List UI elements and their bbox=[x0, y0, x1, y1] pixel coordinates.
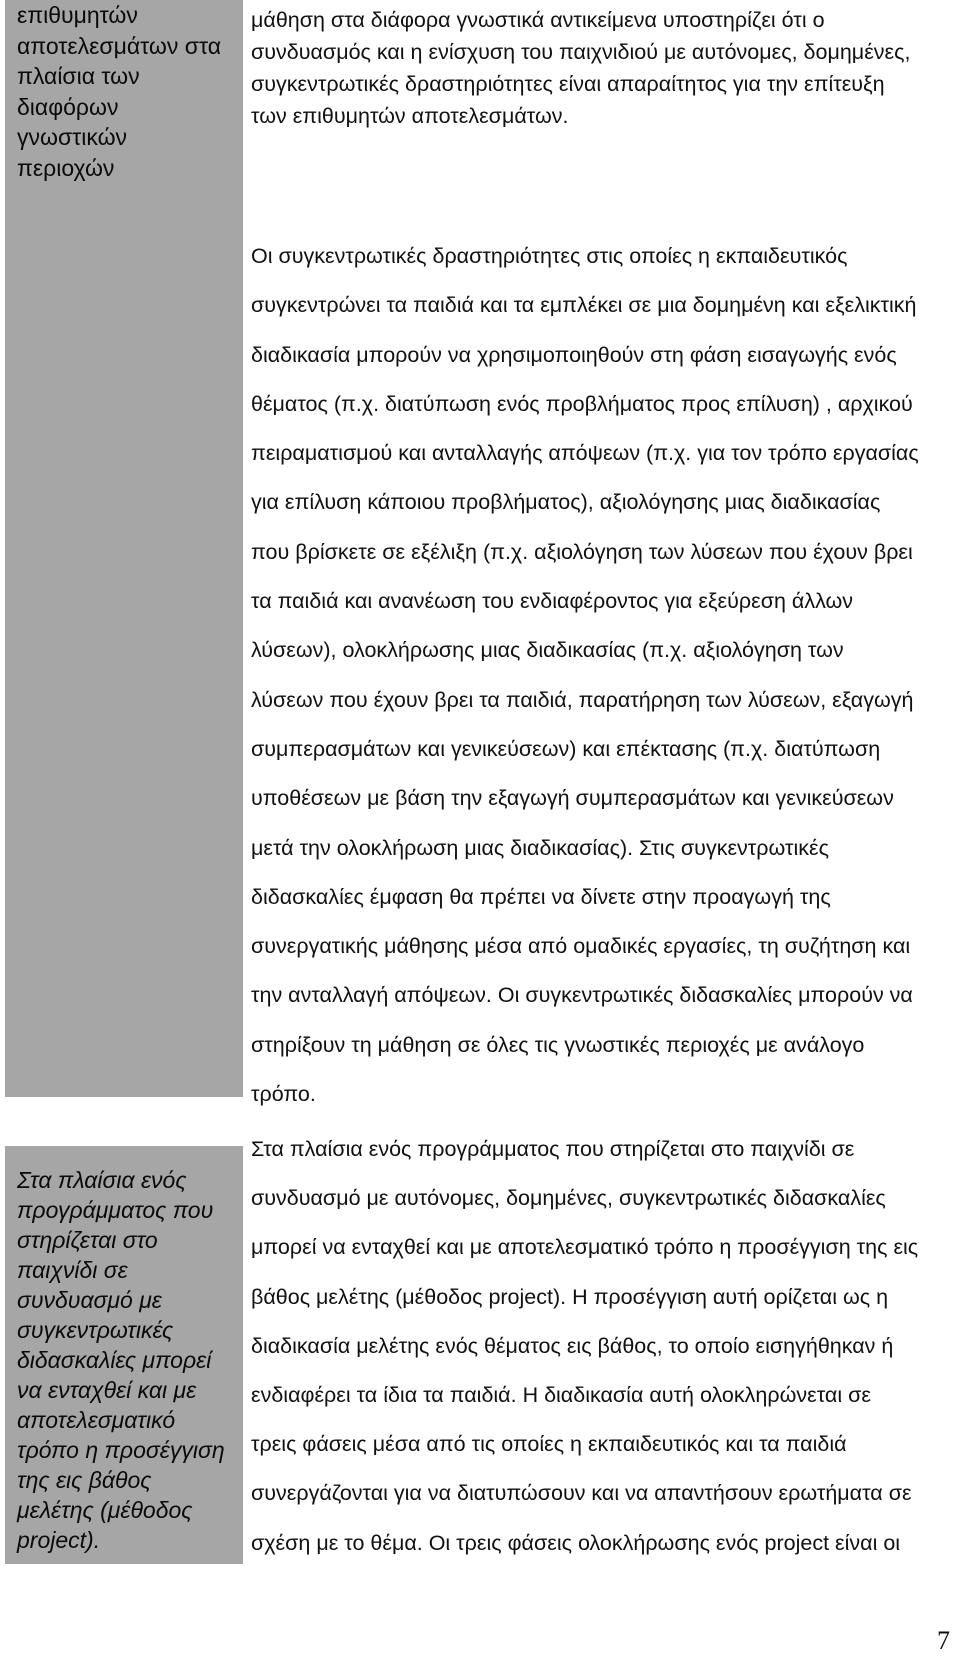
sidebar-line: τρόπο η προσέγγιση bbox=[17, 1437, 225, 1463]
paragraph-line: διαδικασία μπορούν να χρησιμοποιηθούν στη φάση εισαγωγής ενός bbox=[251, 342, 897, 367]
sidebar-line: πλαίσια των bbox=[17, 63, 140, 89]
paragraph-line: βάθος μελέτης (μέθοδος project). Η προσέγγιση αυτή ορίζεται ως η bbox=[251, 1284, 889, 1309]
paragraph-line: διδασκαλίες έμφαση θα πρέπει να δίνετε στην προαγωγή της bbox=[251, 884, 831, 909]
sidebar-line: αποτελεσμάτων στα bbox=[17, 32, 222, 59]
paragraph-line: υποθέσεων με βάση την εξαγωγή συμπερασμάτων και γενικεύσεων bbox=[251, 786, 894, 811]
paragraph-line: τα παιδιά και ανανέωση του ενδιαφέροντος για εξεύρεση άλλων bbox=[251, 589, 854, 614]
sidebar-heading-box-1 bbox=[5, 0, 243, 1097]
paragraph-line: συμπερασμάτων και γενικεύσεων) και επέκτασης (π.χ. διατύπωση bbox=[251, 736, 881, 761]
paragraph-line: Οι συγκεντρωτικές δραστηριότητες στις οποίες η εκπαιδευτικός bbox=[251, 244, 848, 268]
sidebar-line: Στα πλαίσια ενός bbox=[17, 1167, 187, 1193]
sidebar-line: επιθυμητών bbox=[17, 2, 138, 28]
paragraph-line: πειραματισμού και ανταλλαγής απόψεων (π.χ. για τον τρόπο εργασίας bbox=[251, 441, 919, 466]
paragraph-line: Στα πλαίσια ενός προγράμματος που στηρίζεται στο παιχνίδι σε bbox=[251, 1137, 855, 1161]
sidebar-heading-text bbox=[17, 0, 231, 183]
sidebar-line: προγράμματος που bbox=[17, 1197, 214, 1223]
sidebar-summary-text bbox=[17, 1165, 231, 1555]
paragraph-line: ενδιαφέρει τα ίδια τα παιδιά. Η διαδικασία αυτή ολοκληρώνεται σε bbox=[251, 1383, 871, 1408]
sidebar-line: περιοχών bbox=[17, 154, 115, 181]
sidebar-line: διδασκαλίες μπορεί bbox=[17, 1347, 212, 1373]
paragraph-line: των επιθυμητών αποτελεσμάτων. bbox=[251, 104, 569, 128]
sidebar-line: συγκεντρωτικές bbox=[17, 1317, 174, 1343]
body-paragraph-2 bbox=[251, 232, 951, 1119]
paragraph-line: την ανταλλαγή απόψεων. Οι συγκεντρωτικές διδασκαλίες μπορούν να bbox=[251, 983, 913, 1008]
sidebar-line: της εις βάθος bbox=[17, 1467, 152, 1493]
sidebar-line: αποτελεσματικό bbox=[17, 1407, 176, 1433]
paragraph-line: συνεργατικής μάθησης μέσα από ομαδικές εργασίες, τη συζήτηση και bbox=[251, 934, 911, 959]
paragraph-line: μετά την ολοκλήρωση μιας διαδικασίας). Στις συγκεντρωτικές bbox=[251, 835, 829, 860]
sidebar-line: παιχνίδι σε bbox=[17, 1257, 128, 1283]
paragraph-line: λύσεων που έχουν βρει τα παιδιά, παρατήρηση των λύσεων, εξαγωγή bbox=[251, 687, 914, 712]
paragraph-line: λύσεων), ολοκλήρωσης μιας διαδικασίας (π.χ. αξιολόγηση των bbox=[251, 638, 844, 663]
paragraph-line: συγκεντρωτικές δραστηριότητες είναι απαραίτητος για την επίτευξη bbox=[251, 72, 885, 96]
paragraph-line: συνδυασμός και η ενίσχυση του παιχνιδιού με αυτόνομες, δομημένες, bbox=[251, 40, 911, 64]
paragraph-line: μπορεί να ενταχθεί και με αποτελεσματικό τρόπο η προσέγγιση της εις bbox=[251, 1235, 919, 1260]
paragraph-line: για επίλυση κάποιου προβλήματος), αξιολόγησης μιας διαδικασίας bbox=[251, 490, 881, 515]
sidebar-heading-box-2 bbox=[5, 1146, 243, 1564]
paragraph-line: συνεργάζονται για να διατυπώσουν και να απαντήσουν ερωτήματα σε bbox=[251, 1481, 912, 1506]
body-paragraph-1 bbox=[251, 0, 951, 132]
sidebar-line: project). bbox=[17, 1527, 101, 1553]
sidebar-line: διαφόρων bbox=[17, 93, 119, 120]
sidebar-line: συνδυασμό με bbox=[17, 1287, 162, 1313]
paragraph-line: στηρίξουν τη μάθηση σε όλες τις γνωστικές περιοχές με ανάλογο bbox=[251, 1032, 865, 1057]
paragraph-line: τρεις φάσεις μέσα από τις οποίες η εκπαιδευτικός και τα παιδιά bbox=[251, 1432, 847, 1457]
sidebar-line: μελέτης (μέθοδος bbox=[17, 1497, 193, 1523]
paragraph-line: μάθηση στα διάφορα γνωστικά αντικείμενα υποστηρίζει ότι ο bbox=[251, 8, 825, 32]
paragraph-line: σχέση με το θέμα. Οι τρεις φάσεις ολοκλήρωσης ενός project είναι οι bbox=[251, 1530, 901, 1555]
sidebar-line: στηρίζεται στο bbox=[17, 1227, 158, 1253]
body-paragraph-3 bbox=[251, 1125, 951, 1568]
paragraph-line: τρόπο. bbox=[251, 1082, 316, 1107]
paragraph-line: συγκεντρώνει τα παιδιά και τα εμπλέκει σε μια δομημένη και εξελικτική bbox=[251, 293, 917, 318]
sidebar-line: γνωστικών bbox=[17, 124, 128, 150]
paragraph-line: θέματος (π.χ. διατύπωση ενός προβλήματος προς επίλυση) , αρχικού bbox=[251, 391, 913, 416]
paragraph-line: που βρίσκετε σε εξέλιξη (π.χ. αξιολόγηση των λύσεων που έχουν βρει bbox=[251, 539, 913, 564]
paragraph-line: συνδυασμό με αυτόνομες, δομημένες, συγκεντρωτικές διδασκαλίες bbox=[251, 1186, 886, 1211]
paragraph-line: διαδικασία μελέτης ενός θέματος εις βάθος, το οποίο εισηγήθηκαν ή bbox=[251, 1333, 894, 1358]
page-number: 7 bbox=[937, 1626, 950, 1655]
sidebar-line: να ενταχθεί και με bbox=[17, 1377, 197, 1403]
